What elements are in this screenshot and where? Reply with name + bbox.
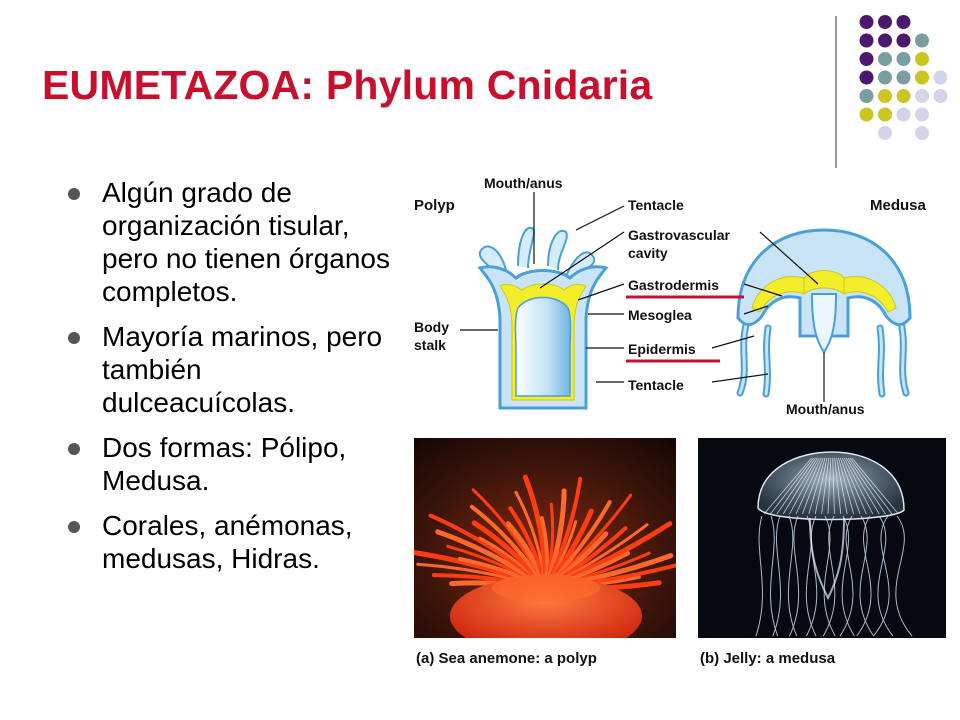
- decorative-dot: [915, 108, 929, 122]
- decorative-dot: [915, 71, 929, 85]
- decorative-dot: [860, 15, 874, 29]
- decorative-dot: [878, 71, 892, 85]
- epidermis-label: Epidermis: [628, 341, 696, 357]
- decorative-dot: [897, 34, 911, 48]
- decorative-dot: [915, 89, 929, 103]
- body-label: Body: [414, 319, 449, 335]
- decorative-dot: [897, 15, 911, 29]
- decorative-dot: [878, 34, 892, 48]
- gastrovascular-label: Gastrovascular: [628, 227, 730, 243]
- jellyfish-photo: [698, 438, 946, 638]
- decorative-dot: [897, 52, 911, 66]
- mouth-anus-bottom-label: Mouth/anus: [786, 401, 865, 417]
- dot-grid-dots: [860, 15, 948, 140]
- decorative-dot: [897, 71, 911, 85]
- bullet-item: Mayoría marinos, pero también dulceacuícolas.: [64, 320, 394, 419]
- bullet-item: Algún grado de organización tisular, pero no tienen órganos completos.: [64, 176, 394, 308]
- decorative-dot: [860, 34, 874, 48]
- decorative-dot: [915, 34, 929, 48]
- decorative-dot: [897, 89, 911, 103]
- polyp-drawing: [480, 228, 606, 408]
- decorative-dot: [897, 108, 911, 122]
- cavity-label: cavity: [628, 245, 668, 261]
- decorative-dot: [860, 108, 874, 122]
- slide-title: EUMETAZOA: Phylum Cnidaria: [42, 62, 653, 108]
- decorative-dot: [934, 89, 948, 103]
- decorative-dot: [878, 89, 892, 103]
- decorative-dot: [878, 52, 892, 66]
- sea-anemone-photo: [414, 438, 676, 638]
- cnidarian-body-diagram: [408, 168, 956, 420]
- bullet-item: Corales, anémonas, medusas, Hidras.: [64, 509, 394, 575]
- tentacle-top-label: Tentacle: [628, 197, 684, 213]
- anemone-caption: (a) Sea anemone: a polyp: [416, 650, 597, 667]
- bullet-item: Dos formas: Pólipo, Medusa.: [64, 431, 394, 497]
- decorative-dot: [878, 15, 892, 29]
- stalk-label: stalk: [414, 337, 446, 353]
- tentacle-bottom-label: Tentacle: [628, 377, 684, 393]
- bullet-list: [64, 176, 394, 587]
- polyp-label: Polyp: [414, 197, 455, 214]
- decorative-dot: [878, 108, 892, 122]
- decorative-dot: [860, 52, 874, 66]
- mouth-anus-top-label: Mouth/anus: [484, 175, 563, 191]
- decorative-dot: [934, 71, 948, 85]
- decorative-dot: [860, 71, 874, 85]
- mesoglea-label: Mesoglea: [628, 307, 692, 323]
- decorative-dot: [860, 89, 874, 103]
- decorative-dot: [878, 126, 892, 140]
- decorative-dot: [915, 126, 929, 140]
- decorative-dot: [915, 52, 929, 66]
- gastrodermis-label: Gastrodermis: [628, 277, 720, 293]
- medusa-label: Medusa: [870, 197, 926, 214]
- jelly-caption: (b) Jelly: a medusa: [700, 650, 836, 667]
